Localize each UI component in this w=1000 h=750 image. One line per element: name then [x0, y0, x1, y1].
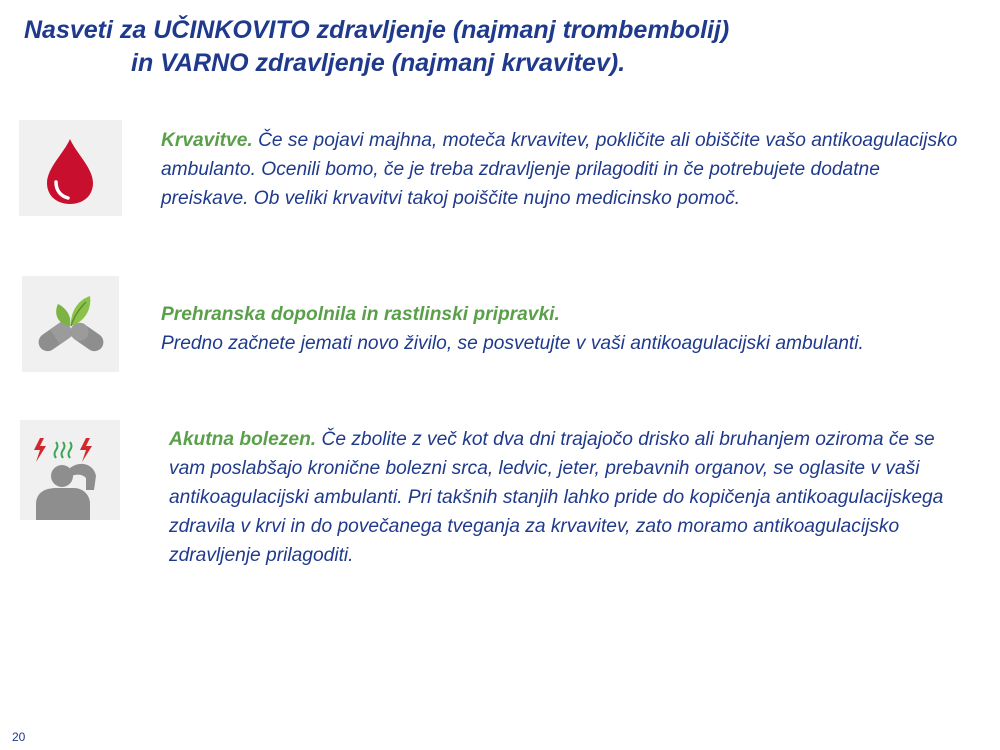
tip-supplements-text: Predno začnete jemati novo živilo, se posvetujte v vaši antikoagulacijski ambulanti.	[161, 333, 864, 355]
tip-bleeding-heading: Krvavitve.	[161, 130, 253, 152]
tip-acute-illness-heading: Akutna bolezen.	[169, 429, 317, 451]
page-number: 20	[12, 730, 26, 744]
slide-title-line-1: Nasveti za UČINKOVITO zdravljenje (najmanj trombembolij)	[24, 16, 730, 44]
tip-bleeding	[161, 126, 971, 213]
herbal-capsule-icon	[22, 276, 119, 372]
tip-acute-illness-text: Če zbolite z več kot dva dni trajajočo drisko ali bruhanjem oziroma če se vam poslabšajo kronične bolezni srca, ledvic, jeter, prebavnih organov, se oglasite v vaši antikoagulacijski ambulanti. Pri takšnih stanjih lahko pride do kopičenja antikoagulacijskega zdravila v krvi in do povečanega tveganja za krvavitev, zato moramo antikoagulacijsko zdravljenje prilagoditi.	[169, 429, 944, 567]
slide-title	[0, 14, 1000, 80]
tip-bleeding-text: Če se pojavi majhna, moteča krvavitev, pokličite ali obiščite vašo antikoagulacijsko ambulanto. Ocenili bomo, če je treba zdravljenje prilagoditi in če potrebujete dodatne preiskave. Ob veliki krvavitvi takoj poiščite nujno medicinsko pomoč.	[161, 130, 958, 210]
blood-drop-icon	[19, 120, 122, 216]
tip-supplements	[161, 300, 986, 358]
slide-title-line-2: in VARNO zdravljenje (najmanj krvavitev).	[131, 49, 626, 77]
tip-supplements-heading: Prehranska dopolnila in rastlinski pripravki.	[161, 304, 560, 326]
sick-person-icon	[20, 420, 120, 520]
tip-acute-illness	[169, 425, 974, 570]
